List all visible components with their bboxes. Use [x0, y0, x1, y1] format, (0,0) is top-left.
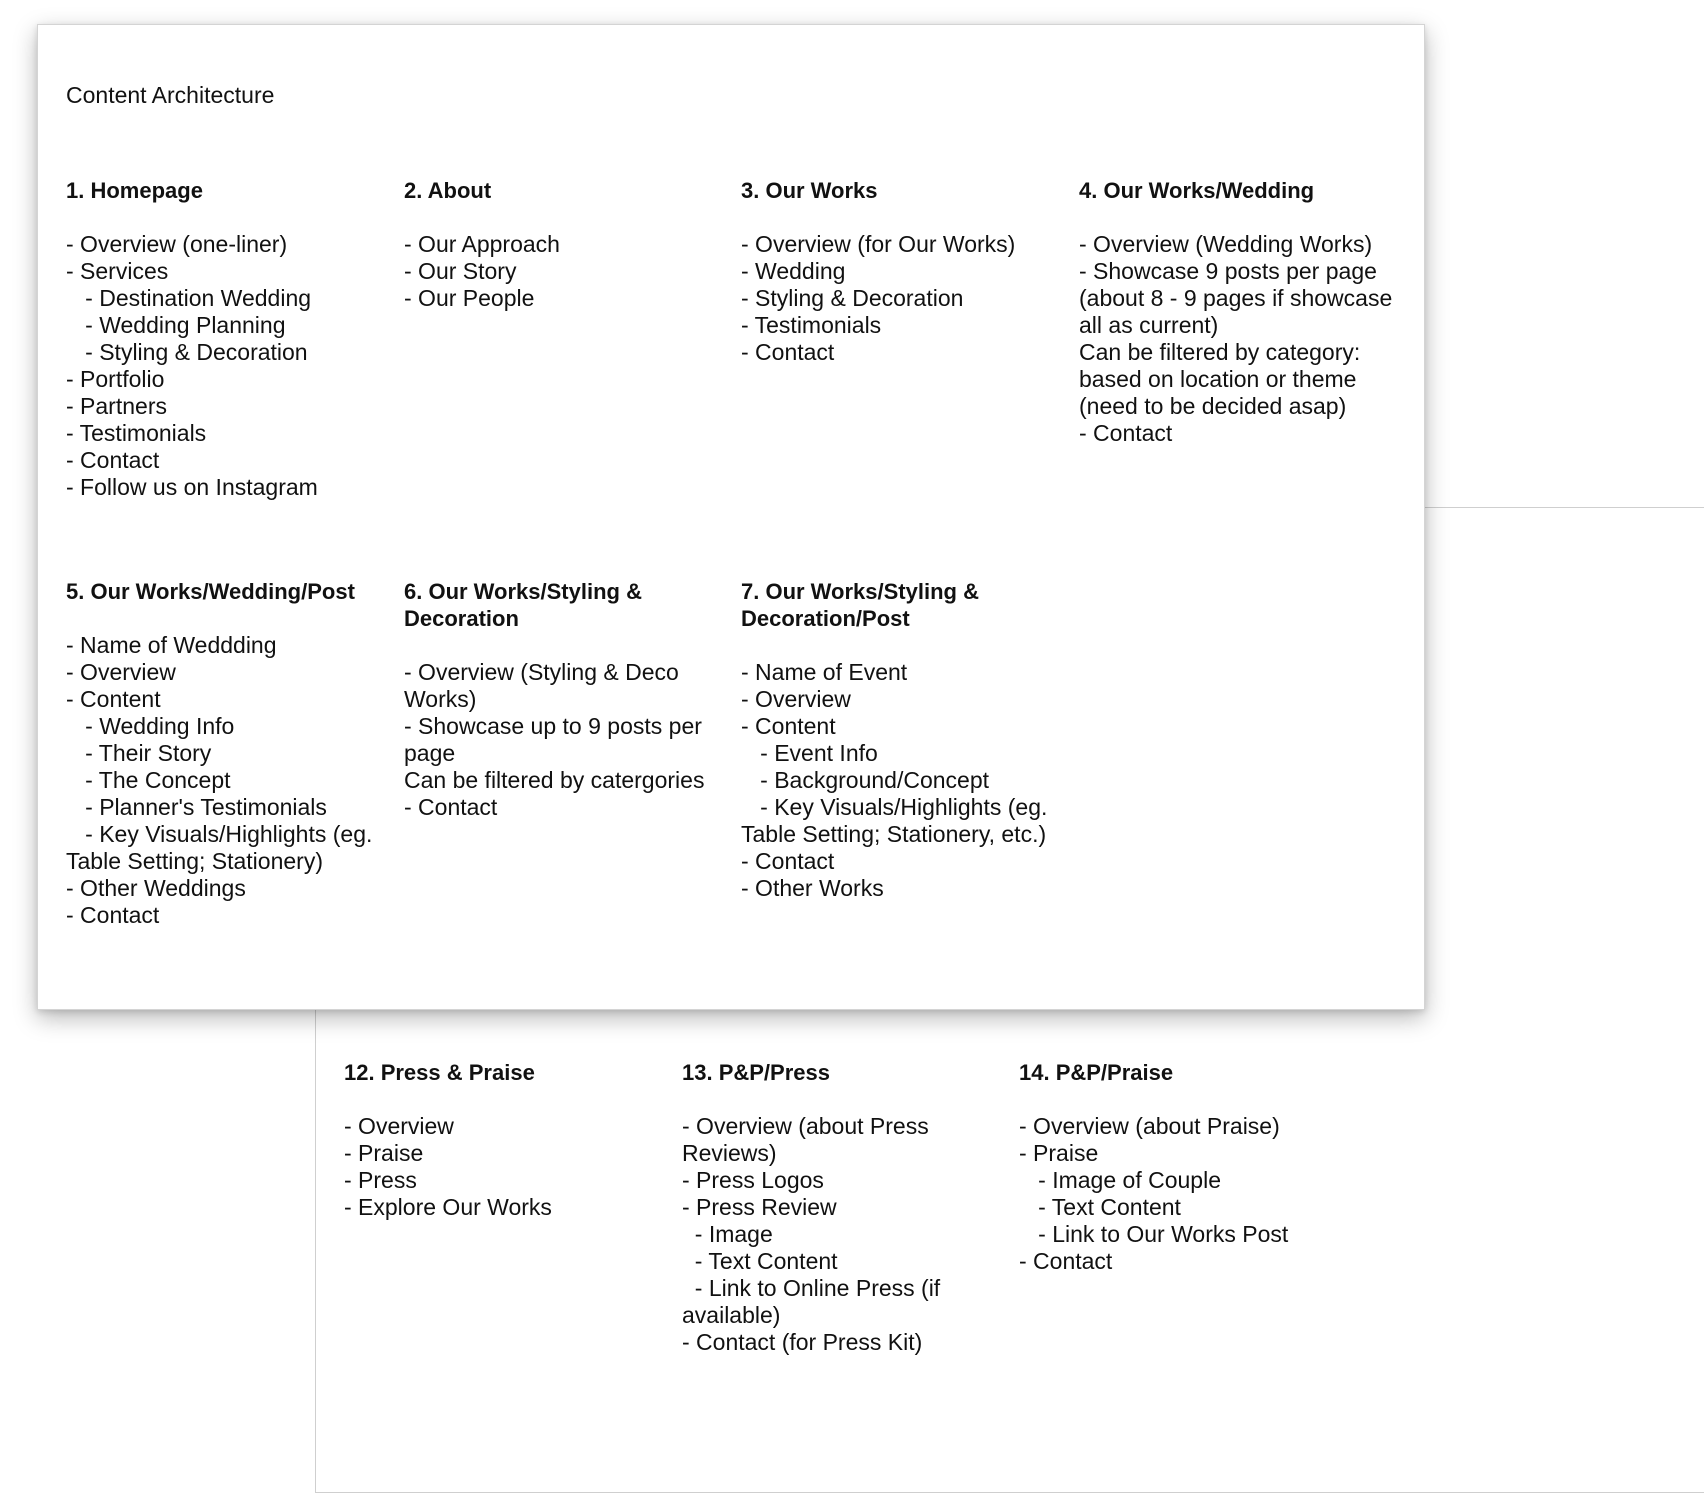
section-title: 4. Our Works/Wedding — [1079, 178, 1315, 203]
section-press-and-praise — [344, 1059, 662, 1221]
section-title: 1. Homepage — [66, 178, 203, 203]
section-homepage — [66, 177, 384, 501]
list-item: - Overview (one-liner) — [66, 231, 288, 257]
list-item: - Overview (for Our Works) — [741, 231, 1016, 257]
list-item: - Showcase 9 posts per page (about 8 - 9 pages if showcase all as current) — [1079, 258, 1399, 338]
section-our-works-wedding — [1079, 177, 1399, 447]
section-items — [1019, 1113, 1337, 1275]
list-item: - Wedding Info — [66, 713, 235, 739]
list-item: - Text Content — [682, 1248, 838, 1274]
list-item: - Our Story — [404, 258, 517, 284]
list-item: - Image of Couple — [1019, 1167, 1221, 1193]
section-items — [404, 659, 716, 821]
list-item: - Background/Concept — [741, 767, 990, 793]
front-sheet — [37, 24, 1425, 1010]
list-item: - Contact — [741, 848, 835, 874]
list-item: - Overview — [741, 686, 851, 712]
list-item: - Styling & Decoration — [66, 339, 308, 365]
list-item: - Contact (for Press Kit) — [682, 1329, 923, 1355]
section-title: 14. P&P/Praise — [1019, 1060, 1174, 1085]
list-item: Can be filtered by category: based on location or theme (need to be decided asap) — [1079, 339, 1367, 419]
list-item: - Overview — [66, 659, 176, 685]
section-title: 7. Our Works/Styling & Decoration/Post — [741, 579, 979, 631]
list-item: - Overview (about Press Reviews) — [682, 1113, 936, 1166]
list-item: - Name of Event — [741, 659, 908, 685]
list-item: - Overview — [344, 1113, 454, 1139]
list-item: - Contact — [741, 339, 835, 365]
list-item: - Event Info — [741, 740, 878, 766]
section-about — [404, 177, 722, 312]
list-item: - Contact — [404, 794, 498, 820]
section-items — [404, 231, 722, 312]
list-item: - Link to Online Press (if available) — [682, 1275, 947, 1328]
section-our-works-styling-decoration-post — [741, 578, 1061, 902]
section-items — [1079, 231, 1399, 447]
section-items — [682, 1113, 952, 1356]
list-item: - Partners — [66, 393, 167, 419]
page-title: Content Architecture — [66, 82, 275, 108]
list-item: - Showcase up to 9 posts per page — [404, 713, 709, 766]
list-item: - Testimonials — [741, 312, 882, 338]
list-item: - Content — [741, 713, 836, 739]
list-item: - Wedding — [741, 258, 846, 284]
list-item: - Image — [682, 1221, 773, 1247]
list-item: - Contact — [66, 447, 160, 473]
list-item: - Overview (Styling & Deco Works) — [404, 659, 686, 712]
section-items — [344, 1113, 662, 1221]
list-item: - Follow us on Instagram — [66, 474, 318, 500]
section-our-works — [741, 177, 1059, 366]
list-item: - Key Visuals/Highlights (eg. Table Setting; Stationery) — [66, 821, 379, 874]
list-item: - Destination Wedding — [66, 285, 312, 311]
section-our-works-styling-decoration — [404, 578, 716, 821]
list-item: - Contact — [1019, 1248, 1113, 1274]
list-item: - Press Review — [682, 1194, 837, 1220]
list-item: - The Concept — [66, 767, 231, 793]
section-title: 5. Our Works/Wedding/Post — [66, 579, 355, 604]
list-item: - Contact — [66, 902, 160, 928]
list-item: - Content — [66, 686, 161, 712]
list-item: - Services — [66, 258, 169, 284]
list-item: - Overview (Wedding Works) — [1079, 231, 1373, 257]
list-item: - Press — [344, 1167, 417, 1193]
list-item: - Praise — [344, 1140, 424, 1166]
list-item: - Overview (about Praise) — [1019, 1113, 1280, 1139]
list-item: - Our People — [404, 285, 535, 311]
section-title: 13. P&P/Press — [682, 1060, 830, 1085]
section-items — [66, 231, 384, 501]
list-item: - Other Weddings — [66, 875, 246, 901]
list-item: - Text Content — [1019, 1194, 1181, 1220]
list-item: - Their Story — [66, 740, 212, 766]
section-title: 6. Our Works/Styling & Decoration — [404, 579, 642, 631]
section-pp-praise — [1019, 1059, 1337, 1275]
list-item: - Key Visuals/Highlights (eg. Table Setting; Stationery, etc.) — [741, 794, 1054, 847]
section-items — [741, 231, 1059, 366]
list-item: - Our Approach — [404, 231, 560, 257]
section-items — [741, 659, 1061, 902]
list-item: - Press Logos — [682, 1167, 824, 1193]
list-item: - Contact — [1079, 420, 1173, 446]
section-title: 12. Press & Praise — [344, 1060, 535, 1085]
section-our-works-wedding-post — [66, 578, 386, 929]
section-title: 3. Our Works — [741, 178, 878, 203]
list-item: - Portfolio — [66, 366, 165, 392]
section-title: 2. About — [404, 178, 492, 203]
list-item: - Wedding Planning — [66, 312, 286, 338]
list-item: - Styling & Decoration — [741, 285, 964, 311]
list-item: - Name of Weddding — [66, 632, 277, 658]
list-item: - Link to Our Works Post — [1019, 1221, 1289, 1247]
list-item: - Explore Our Works — [344, 1194, 552, 1220]
list-item: - Planner's Testimonials — [66, 794, 327, 820]
list-item: - Other Works — [741, 875, 884, 901]
list-item: - Praise — [1019, 1140, 1099, 1166]
section-pp-press — [682, 1059, 952, 1356]
list-item: Can be filtered by catergories — [404, 767, 705, 793]
list-item: - Testimonials — [66, 420, 207, 446]
section-items — [66, 632, 386, 929]
